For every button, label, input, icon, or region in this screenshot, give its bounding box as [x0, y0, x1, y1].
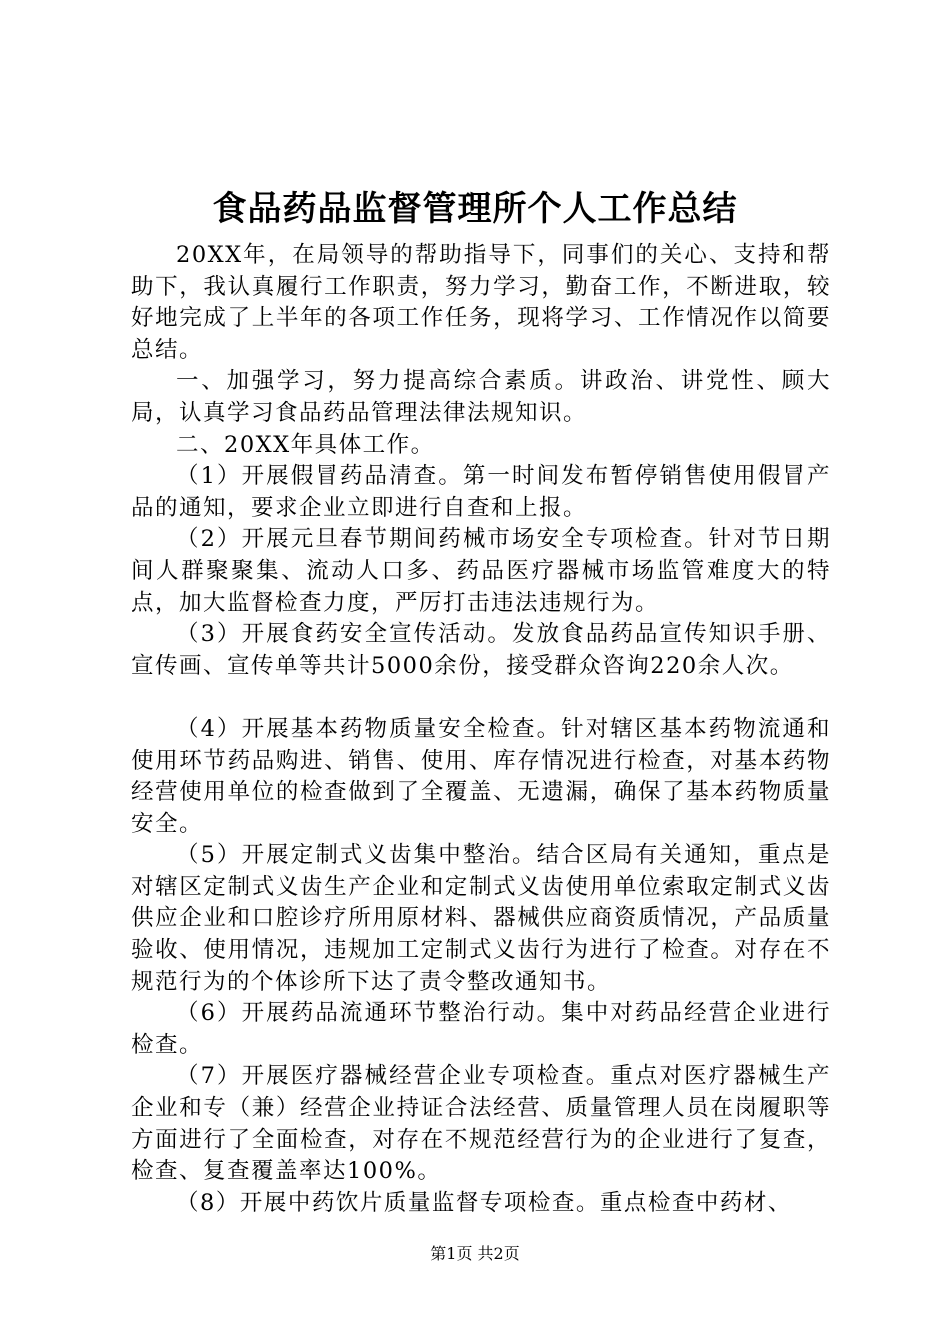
paragraph-item-3: （3）开展食药安全宣传活动。发放食品药品宣传知识手册、宣传画、宣传单等共计5000余份，接受群众咨询220余人次。 — [131, 621, 831, 679]
paragraph-item-6: （6）开展药品流通环节整治行动。集中对药品经营企业进行检查。 — [131, 1000, 831, 1058]
paragraph-item-2: （2）开展元旦春节期间药械市场安全专项检查。针对节日期间人群聚聚集、流动人口多、药品医疗器械市场监管难度大的特点，加大监督检查力度，严厉打击违法违规行为。 — [131, 526, 831, 616]
paragraph-item-1: （1）开展假冒药品清查。第一时间发布暂停销售使用假冒产品的通知，要求企业立即进行自查和上报。 — [131, 463, 831, 521]
document-body — [131, 240, 831, 1219]
paragraph-item-7: （7）开展医疗器械经营企业专项检查。重点对医疗器械生产企业和专（兼）经营企业持证合法经营、质量管理人员在岗履职等方面进行了全面检查，对存在不规范经营行为的企业进行了复查，检查、复查覆盖率达100%。 — [131, 1063, 831, 1185]
document-title: 食品药品监督管理所个人工作总结 — [212, 189, 738, 229]
paragraph-item-4: （4）开展基本药物质量安全检查。针对辖区基本药物流通和使用环节药品购进、销售、使用、库存情况进行检查，对基本药物经营使用单位的检查做到了全覆盖、无遗漏，确保了基本药物质量安全。 — [131, 715, 831, 837]
paragraph-section-2: 二、20XX年具体工作。 — [176, 431, 435, 458]
paragraph-section-1: 一、加强学习，努力提高综合素质。讲政治、讲党性、顾大局，认真学习食品药品管理法律法规知识。 — [131, 368, 831, 426]
paragraph-intro: 20XX年，在局领导的帮助指导下，同事们的关心、支持和帮助下，我认真履行工作职责，努力学习，勤奋工作，不断进取，较好地完成了上半年的各项工作任务，现将学习、工作情况作以简要总结。 — [131, 242, 831, 363]
paragraph-item-8: （8）开展中药饮片质量监督专项检查。重点检查中药材、 — [176, 1189, 792, 1216]
paragraph-item-5: （5）开展定制式义齿集中整治。结合区局有关通知，重点是对辖区定制式义齿生产企业和定制式义齿使用单位索取定制式义齿供应企业和口腔诊疗所用原材料、器械供应商资质情况，产品质量验收、使用情况，违规加工定制式义齿行为进行了检查。对存在不规范行为的个体诊所下达了责令整改通知书。 — [131, 842, 831, 995]
page-footer: 第1页 共2页 — [430, 1244, 520, 1263]
